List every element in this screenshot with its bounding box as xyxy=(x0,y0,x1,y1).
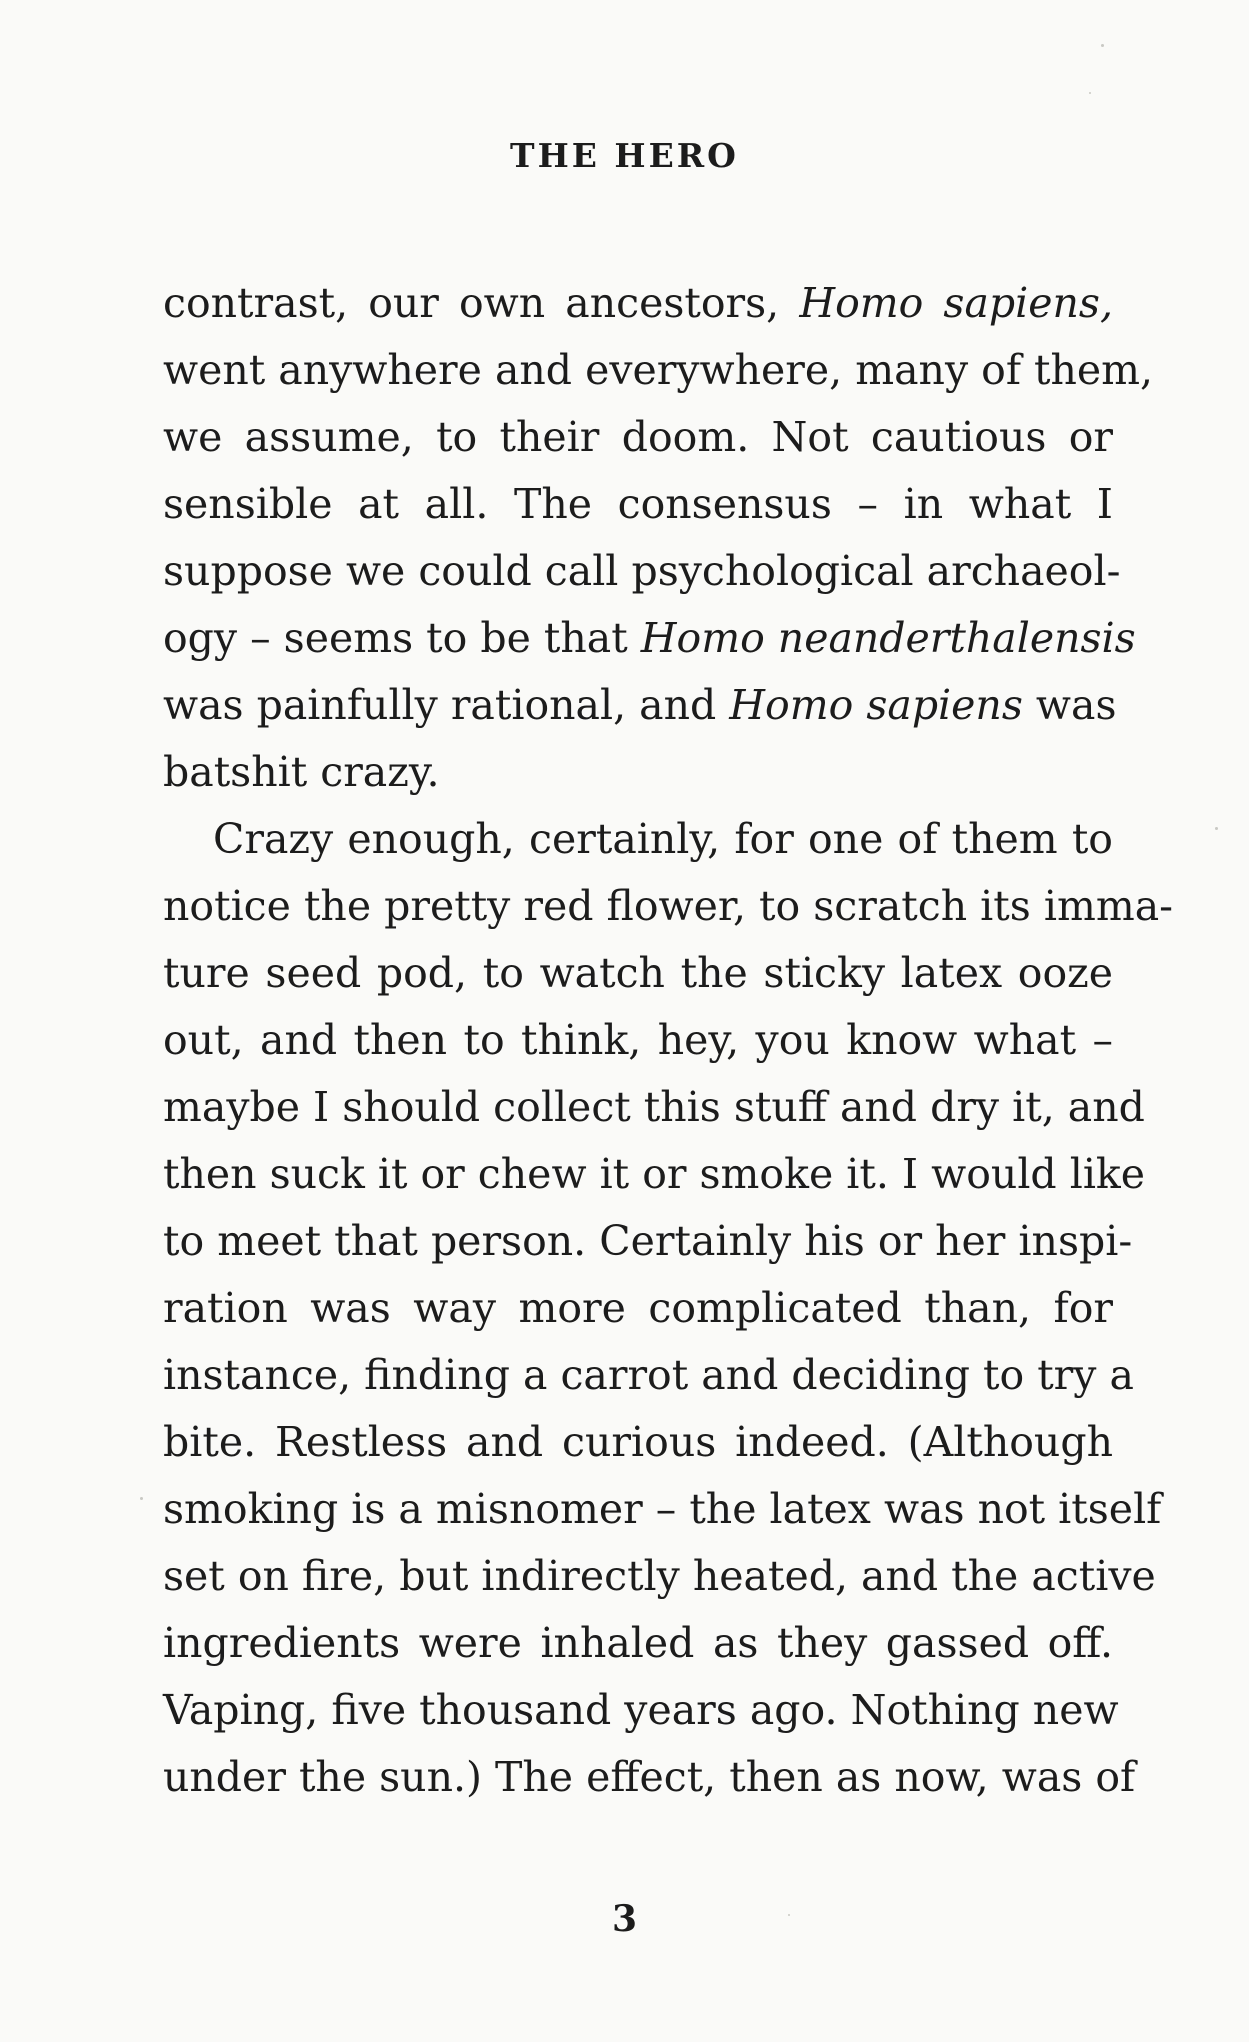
text-segment: contrast, our own ancestors, xyxy=(163,279,800,327)
text-segment: instance, finding a carrot and deciding to try a xyxy=(163,1351,1134,1399)
scan-speck xyxy=(1101,44,1104,47)
text-line xyxy=(163,1677,1119,1744)
text-segment: maybe I should collect this stuff and dry it, and xyxy=(163,1083,1145,1131)
text-line xyxy=(163,1476,1162,1543)
scan-speck xyxy=(1215,827,1218,830)
page-number: 3 xyxy=(611,1898,638,1940)
text-line xyxy=(163,538,1121,605)
text-segment: ture seed pod, to watch the sticky latex ooze xyxy=(163,949,1113,997)
text-line xyxy=(163,739,1113,806)
text-line xyxy=(163,1275,1113,1342)
scan-speck xyxy=(788,1914,790,1916)
text-segment: went anywhere and everywhere, many of them, xyxy=(163,346,1154,394)
text-segment: notice the pretty red flower, to scratch its imma- xyxy=(163,882,1174,930)
text-line xyxy=(163,1141,1146,1208)
text-line xyxy=(163,1007,1113,1074)
text-segment: suppose we could call psychological archaeol- xyxy=(163,547,1121,595)
text-segment: Vaping, five thousand years ago. Nothing new xyxy=(163,1686,1119,1734)
text-line xyxy=(163,1610,1113,1677)
italic-text: Homo neanderthalensis xyxy=(640,614,1136,662)
text-line xyxy=(163,471,1113,538)
text-line xyxy=(163,1208,1133,1275)
text-segment: then suck it or chew it or smoke it. I would like xyxy=(163,1150,1146,1198)
running-head: THE HERO xyxy=(510,136,739,175)
text-segment: sensible at all. The consensus – in what I xyxy=(163,480,1113,528)
text-segment: set on fire, but indirectly heated, and the active xyxy=(163,1552,1156,1600)
text-line xyxy=(163,1744,1136,1811)
body-text xyxy=(163,270,1174,1811)
text-segment: ration was way more complicated than, for xyxy=(163,1284,1113,1332)
italic-text: Homo sapiens, xyxy=(799,279,1113,327)
text-line xyxy=(163,1543,1156,1610)
text-segment: ogy – seems to be that xyxy=(163,614,641,662)
text-segment: we assume, to their doom. Not cautious or xyxy=(163,413,1113,461)
italic-text: Homo sapiens xyxy=(729,681,1023,729)
text-segment: smoking is a misnomer – the latex was not itself xyxy=(163,1485,1162,1533)
text-line xyxy=(163,806,1113,873)
text-segment: bite. Restless and curious indeed. (Although xyxy=(163,1418,1113,1466)
scan-speck xyxy=(140,1497,143,1500)
scan-speck xyxy=(1089,92,1091,94)
text-line xyxy=(163,270,1113,337)
text-line xyxy=(163,940,1113,1007)
text-line xyxy=(163,1342,1134,1409)
text-segment: was painfully rational, and xyxy=(163,681,730,729)
text-line xyxy=(163,605,1136,672)
text-segment: Crazy enough, certainly, for one of them to xyxy=(213,815,1113,863)
text-line xyxy=(163,337,1154,404)
text-line xyxy=(163,1409,1113,1476)
text-line xyxy=(163,672,1117,739)
text-line xyxy=(163,1074,1145,1141)
text-segment: ingredients were inhaled as they gassed off. xyxy=(163,1619,1113,1667)
text-segment: out, and then to think, hey, you know what – xyxy=(163,1016,1113,1064)
text-segment: batshit crazy. xyxy=(163,748,440,796)
text-segment: to meet that person. Certainly his or her inspi- xyxy=(163,1217,1133,1265)
text-segment: was xyxy=(1022,681,1117,729)
text-line xyxy=(163,873,1174,940)
text-line xyxy=(163,404,1113,471)
text-segment: under the sun.) The effect, then as now, was of xyxy=(163,1753,1136,1801)
